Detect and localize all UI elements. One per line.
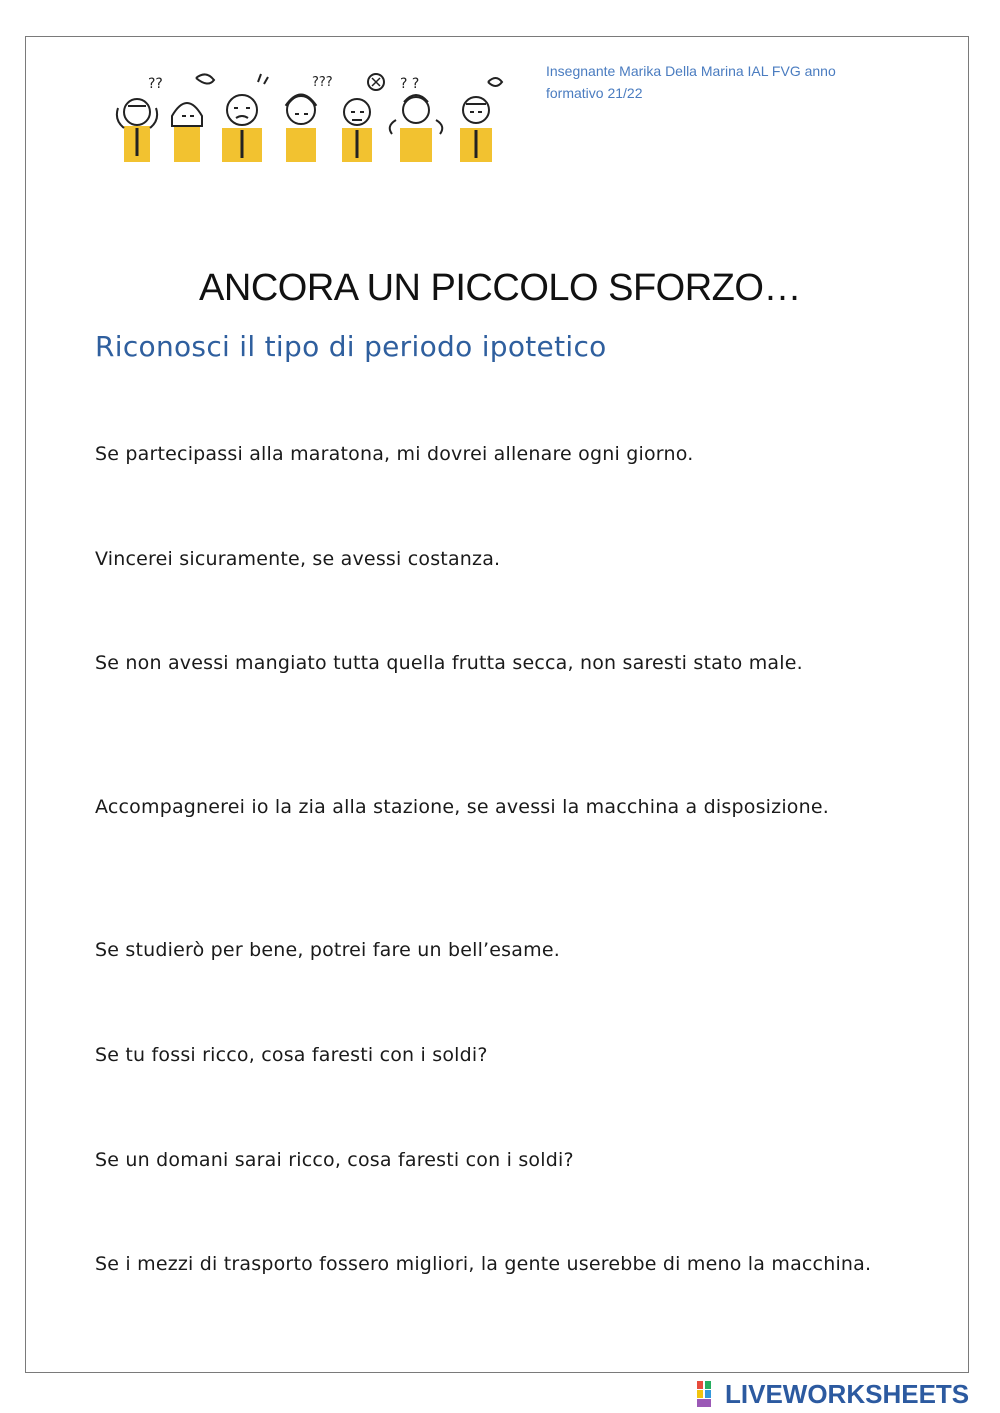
person-2 <box>172 74 214 162</box>
sentence-2: Vincerei sicuramente, se avessi costanza. <box>95 548 501 570</box>
svg-text:? ?: ? ? <box>400 76 420 92</box>
person-1 <box>117 76 163 162</box>
sentence-3: Se non avessi mangiato tutta quella frutta secca, non saresti stato male. <box>95 652 803 674</box>
person-5 <box>342 74 384 162</box>
sentence-6: Se tu fossi ricco, cosa faresti con i soldi? <box>95 1044 488 1066</box>
liveworksheets-logo <box>697 1378 995 1410</box>
confused-people-illustration <box>108 68 520 168</box>
page-title: ANCORA UN PICCOLO SFORZO… <box>199 267 801 310</box>
person-4 <box>286 75 333 162</box>
person-6 <box>390 76 443 162</box>
person-3 <box>222 74 268 162</box>
person-7 <box>460 78 502 162</box>
sentence-4: Accompagnerei io la zia alla stazione, se avessi la macchina a disposizione. <box>95 796 829 818</box>
sentence-5: Se studierò per bene, potrei fare un bell’esame. <box>95 939 560 961</box>
liveworksheets-wordmark: LIVEWORKSHEETS <box>725 1378 970 1409</box>
sentence-1: Se partecipassi alla maratona, mi dovrei allenare ogni giorno. <box>95 443 694 465</box>
svg-text:???: ??? <box>312 75 333 90</box>
svg-text:??: ?? <box>148 76 163 92</box>
exercise-instruction: Riconosci il tipo di periodo ipotetico <box>95 330 607 363</box>
liveworksheets-icon <box>697 1381 719 1407</box>
sentence-8: Se i mezzi di trasporto fossero migliori, la gente userebbe di meno la macchina. <box>95 1253 872 1275</box>
sentence-7: Se un domani sarai ricco, cosa faresti con i soldi? <box>95 1149 574 1171</box>
teacher-note: Insegnante Marika Della Marina IAL FVG anno formativo 21/22 <box>546 63 836 101</box>
